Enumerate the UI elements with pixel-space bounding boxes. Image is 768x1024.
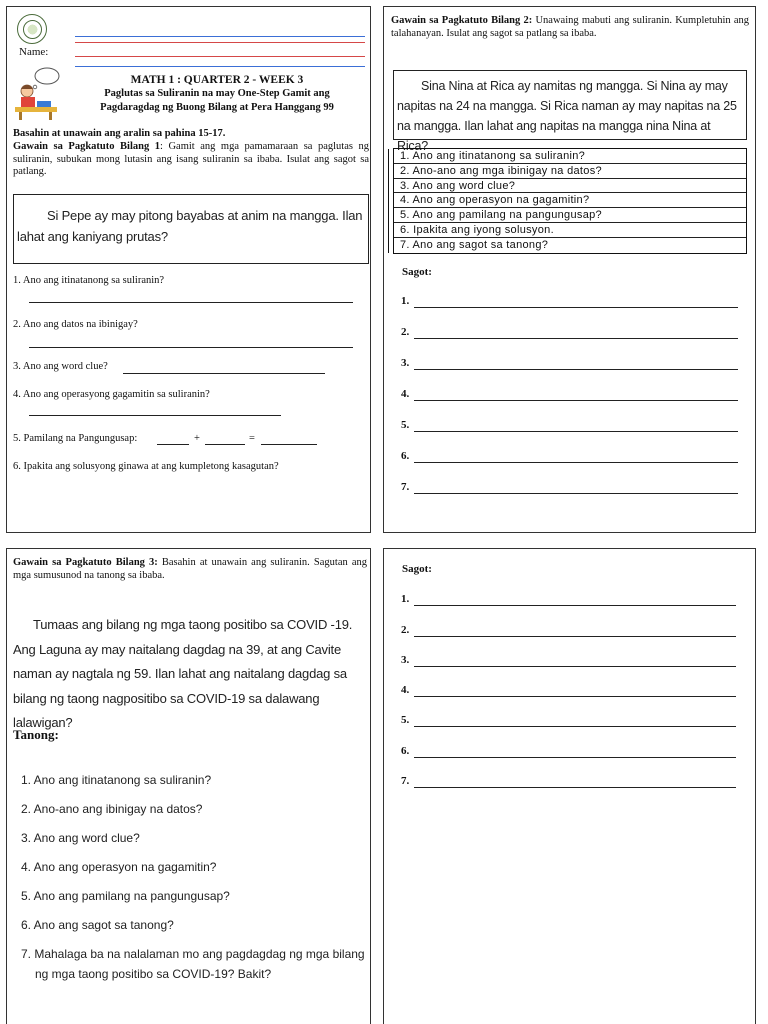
activity-3-instruction (13, 557, 367, 582)
lesson-title-line2: Pagdaragdag ng Buong Bilang at Pera Hanggang 99 (100, 102, 334, 113)
problem-text-2: Sina Nina at Rica ay namitas ng mangga. Si Nina ay may napitas na 24 na mangga. Si Rica naman ay may napitas na 25 na mangga. Ilan lahat ang napitas na mangga nina Nina at Rica? (397, 79, 737, 153)
answer-line-2-3[interactable] (414, 369, 738, 370)
read-instruction: Basahin at unawain ang aralin sa pahina 15-17. (13, 128, 226, 139)
question-5: 5. Pamilang na Pangungusap: (13, 433, 138, 444)
answer-line-4-4[interactable] (414, 696, 736, 697)
problem-text-1: Si Pepe ay may pitong bayabas at anim na mangga. Ilan lahat ang kaniyang prutas? (17, 208, 363, 244)
worksheet-panel-1 (6, 6, 371, 533)
answer-number: 6. (401, 745, 410, 757)
table-row: 4. Ano ang operasyon na gagamitin? (394, 193, 746, 208)
problem-box-1 (13, 194, 369, 264)
name-label: Name: (19, 46, 49, 58)
school-seal-logo (17, 14, 47, 44)
answer-line-2[interactable] (29, 347, 353, 348)
answer-number: 4. (401, 684, 410, 696)
answer-number: 1. (401, 295, 410, 307)
answer-line-2-7[interactable] (414, 493, 738, 494)
answer-number: 5. (401, 714, 410, 726)
question-1: 1. Ano ang itinatanong sa suliranin? (13, 275, 165, 286)
question-3: 3. Ano ang word clue? (13, 361, 108, 372)
tanong-question-5: 5. Ano ang pamilang na pangungusap? (21, 889, 230, 903)
answer-line-4-5[interactable] (414, 726, 736, 727)
question-table (393, 148, 747, 254)
question-6: 6. Ipakita ang solusyong ginawa at ang kumpletong kasagutan? (13, 461, 279, 472)
sum-blank[interactable] (261, 444, 317, 445)
answer-number: 7. (401, 481, 410, 493)
answer-line-2-6[interactable] (414, 462, 738, 463)
answer-line-4-1[interactable] (414, 605, 736, 606)
table-row: 3. Ano ang word clue? (394, 179, 746, 194)
answer-line-4-6[interactable] (414, 757, 736, 758)
activity-2-text: Unawaing mabuti ang suliranin. Kumpletuhin ang talahanayan. Isulat ang sagot sa patlang sa ibaba. (391, 15, 749, 39)
tanong-question-4: 4. Ano ang operasyon na gagamitin? (21, 860, 217, 874)
tanong-question-1: 1. Ano ang itinatanong sa suliranin? (21, 773, 212, 787)
page-title: MATH 1 : QUARTER 2 - WEEK 3 (130, 74, 304, 86)
answer-line-2-1[interactable] (414, 307, 738, 308)
table-row: 7. Ano ang sagot sa tanong? (400, 238, 549, 251)
sagot-label-2: Sagot: (402, 266, 432, 278)
problem-text-3: Tumaas ang bilang ng mga taong positibo sa COVID -19. Ang Laguna ay may naitalang dagdag na 39, at ang Cavite naman ay nagtala ng 59. Ilan lahat ang naitalang dagdag sa bilang ng taong nagpositibo sa COVID-19 sa dalawang lalawigan? (13, 617, 353, 730)
activity-3-text: Basahin at unawain ang suliranin. Sagutan ang mga sumusunod na tanong sa ibaba. (13, 557, 368, 581)
activity-1-label: Gawain sa Pagkatuto Bilang 1 (13, 141, 160, 152)
question-4: 4. Ano ang operasyong gagamitin sa suliranin? (13, 389, 210, 400)
answer-line-3[interactable] (123, 373, 325, 374)
table-row: 2. Ano-ano ang mga ibinigay na datos? (394, 164, 746, 179)
worksheet-panel-4 (383, 548, 756, 1024)
answer-line-2-5[interactable] (414, 431, 738, 432)
activity-1-text: : Gamit ang mga pamamaraan sa paglutas ng suliranin, subukan mong lutasin ang isang suliranin sa ibaba. Isulat ang sagot sa patlang. (13, 141, 369, 177)
table-row: 1. Ano ang itinatanong sa suliranin? (394, 149, 746, 164)
tanong-question-6: 6. Ano ang sagot sa tanong? (21, 918, 174, 932)
answer-number: 6. (401, 450, 410, 462)
answer-number: 7. (401, 775, 410, 787)
name-line-mid (75, 42, 365, 43)
tanong-question-7: 7. Mahalaga ba na nalalaman mo ang pagdagdag ng mga bilang ng mga taong positibo sa COVID-19? Bakit? (21, 947, 365, 981)
tanong-question-2: 2. Ano-ano ang ibinigay na datos? (21, 802, 203, 816)
lesson-title-line1: Paglutas sa Suliranin na may One-Step Gamit ang (104, 88, 330, 99)
answer-number: 1. (401, 593, 410, 605)
answer-line-2-2[interactable] (414, 338, 738, 339)
plus-sign: + (194, 433, 200, 444)
answer-line-4[interactable] (29, 415, 281, 416)
activity-2-instruction (391, 15, 749, 40)
activity-3-label: Gawain sa Pagkatuto Bilang 3: (13, 557, 158, 568)
question-2: 2. Ano ang datos na ibinigay? (13, 319, 138, 330)
answer-line-4-2[interactable] (414, 636, 736, 637)
problem-box-2 (393, 70, 747, 153)
answer-line-4-3[interactable] (414, 666, 736, 667)
tanong-question-3: 3. Ano ang word clue? (21, 831, 140, 845)
name-line-bottom (75, 56, 365, 57)
sagot-label-4: Sagot: (402, 563, 432, 575)
answer-number: 3. (401, 357, 410, 369)
table-row: 6. Ipakita ang iyong solusyon. (394, 223, 746, 238)
answer-number: 3. (401, 654, 410, 666)
activity-2-label: Gawain sa Pagkatuto Bilang 2: (391, 15, 533, 26)
addend-1-blank[interactable] (157, 444, 189, 445)
addend-2-blank[interactable] (205, 444, 245, 445)
answer-number: 5. (401, 419, 410, 431)
worksheet-panel-2 (383, 6, 756, 533)
tanong-label: Tanong: (13, 727, 59, 742)
worksheet-panel-3 (6, 548, 371, 1024)
answer-line-1[interactable] (29, 302, 353, 303)
table-row: 5. Ano ang pamilang na pangungusap? (394, 208, 746, 223)
answer-number: 2. (401, 326, 410, 338)
activity-1-instruction (13, 141, 369, 179)
name-line-top (75, 36, 365, 37)
answer-line-4-7[interactable] (414, 787, 736, 788)
student-thinking-icon (13, 67, 63, 121)
answer-line-2-4[interactable] (414, 400, 738, 401)
answer-number: 4. (401, 388, 410, 400)
equals-sign: = (249, 433, 255, 444)
answer-number: 2. (401, 624, 410, 636)
name-line-base (75, 66, 365, 67)
